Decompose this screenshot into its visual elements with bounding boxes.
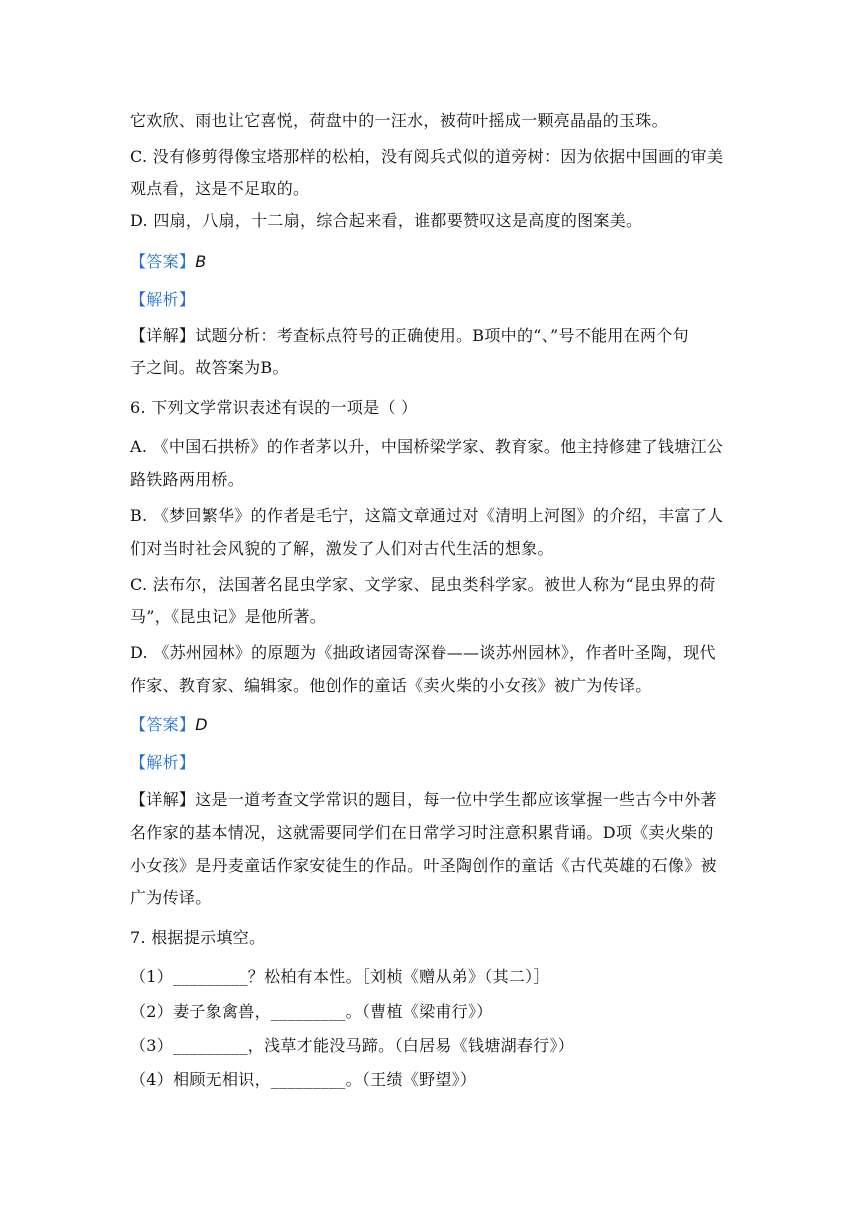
option-c-line-1: C. 没有修剪得像宝塔那样的松柏，没有阅兵式似的道旁树：因为依据中国画的审美 (130, 147, 724, 166)
analysis-tag: 【解析】 (130, 753, 196, 772)
answer-value: D (195, 715, 208, 734)
question-6-option-c-line-1: C. 法布尔，法国著名昆虫学家、文学家、昆虫类科学家。被世人称为“昆虫界的荷 (130, 575, 716, 594)
question-6-stem: 6. 下列文学常识表述有误的一项是（ ） (130, 398, 418, 417)
question-6-option-a-line-1: A. 《中国石拱桥》的作者茅以升，中国桥梁学家、教育家。他主持修建了钱塘江公 (130, 437, 724, 456)
detail-explanation-line-2: 名作家的基本情况，这就需要同学们在日常学习时注意积累背诵。D项《卖火柴的 (130, 823, 714, 842)
analysis-tag: 【解析】 (130, 290, 196, 309)
question-7-stem: 7. 根据提示填空。 (130, 928, 266, 947)
question-6-option-b-line-2: 们对当时社会风貌的了解，激发了人们对古代生活的想象。 (130, 539, 554, 558)
question-7-item-4: （4）相顾无相识，_________。（王绩《野望》） (130, 1070, 477, 1089)
answer-value: B (195, 252, 207, 271)
question-6-option-c-line-2: 马”，《昆虫记》是他所著。 (130, 607, 327, 626)
answer-block-2 (130, 714, 208, 736)
option-c-line-2: 观点看，这是不足取的。 (130, 179, 310, 198)
question-6-option-d-line-1: D. 《苏州园林》的原题为《拙政诸园寄深眷——谈苏州园林》，作者叶圣陶，现代 (130, 643, 716, 662)
question-7-item-3: （3）_________，浅草才能没马蹄。（白居易《钱塘湖春行》） (130, 1036, 575, 1055)
detail-explanation-line-4: 广为传译。 (130, 888, 212, 907)
detail-explanation-line-3: 小女孩》是丹麦童话作家安徒生的作品。叶圣陶创作的童话《古代英雄的石像》被 (130, 856, 717, 875)
answer-block-1 (130, 251, 206, 273)
detail-explanation-line-1: 【详解】这是一道考查文学常识的题目，每一位中学生都应该掌握一些古今中外著 (130, 790, 717, 809)
detail-explanation-line-1: 【详解】试题分析：考查标点符号的正确使用。B项中的“、”号不能用在两个句 (130, 326, 689, 345)
question-6-option-a-line-2: 路铁路两用桥。 (130, 470, 245, 489)
answer-tag: 【答案】 (130, 252, 196, 271)
question-6-option-b-line-1: B. 《梦回繁华》的作者是毛宁，这篇文章通过对《清明上河图》的介绍，丰富了人 (130, 506, 724, 525)
detail-explanation-line-2: 子之间。故答案为B。 (130, 358, 289, 377)
option-b-continuation: 它欢欣、雨也让它喜悦，荷盘中的一汪水，被荷叶摇成一颗亮晶晶的玉珠。 (130, 111, 668, 130)
question-7-item-2: （2）妻子象禽兽，_________。（曹植《梁甫行》） (130, 1002, 493, 1021)
question-7-item-1: （1）_________？松柏有本性。［刘桢《赠从弟》（其二）］ (130, 967, 550, 986)
option-d: D. 四扇，八扇，十二扇，综合起来看，谁都要赞叹这是高度的图案美。 (130, 211, 643, 230)
answer-tag: 【答案】 (130, 715, 196, 734)
question-6-option-d-line-2: 作家、教育家、编辑家。他创作的童话《卖火柴的小女孩》被广为传译。 (130, 676, 652, 695)
